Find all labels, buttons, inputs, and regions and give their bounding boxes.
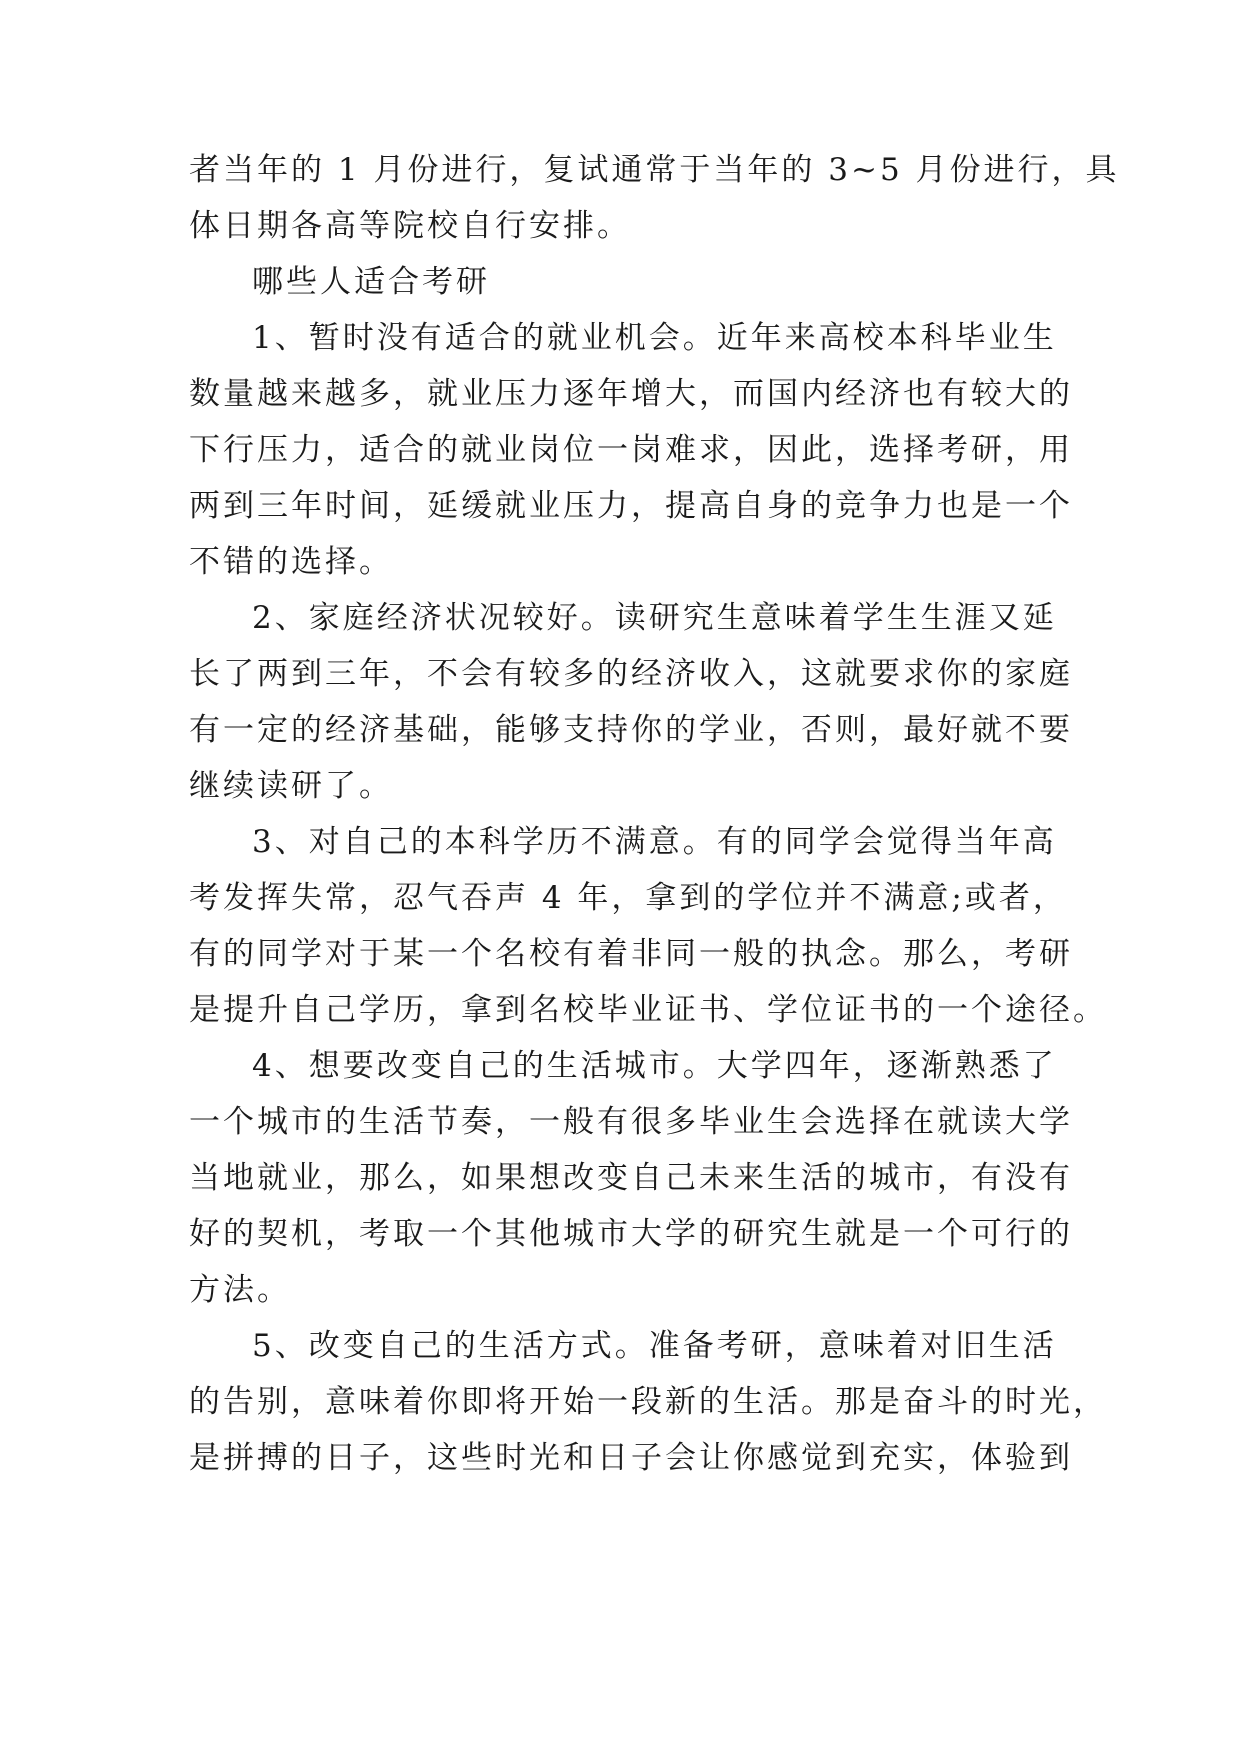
text-line: 体日期各高等院校自行安排。 bbox=[189, 208, 631, 244]
text-line: 下行压力，适合的就业岗位一岗难求，因此，选择考研，用 bbox=[189, 432, 1073, 468]
text-line: 一个城市的生活节奏，一般有很多毕业生会选择在就读大学 bbox=[189, 1104, 1073, 1140]
text-line: 1、暂时没有适合的就业机会。近年来高校本科毕业生 bbox=[252, 320, 1057, 356]
text-line: 是拼搏的日子，这些时光和日子会让你感觉到充实，体验到 bbox=[189, 1440, 1073, 1476]
text-line: 长了两到三年，不会有较多的经济收入，这就要求你的家庭 bbox=[189, 656, 1073, 692]
section-heading: 哪些人适合考研 bbox=[252, 264, 490, 300]
text-line: 有一定的经济基础，能够支持你的学业，否则，最好就不要 bbox=[189, 712, 1073, 748]
text-line: 2、家庭经济状况较好。读研究生意味着学生生涯又延 bbox=[252, 600, 1057, 636]
text-line: 数量越来越多，就业压力逐年增大，而国内经济也有较大的 bbox=[189, 376, 1073, 412]
text-line: 者当年的 1 月份进行，复试通常于当年的 3~5 月份进行，具 bbox=[189, 152, 1120, 188]
text-line: 4、想要改变自己的生活城市。大学四年，逐渐熟悉了 bbox=[252, 1048, 1057, 1084]
text-line: 继续读研了。 bbox=[189, 768, 393, 804]
text-line: 3、对自己的本科学历不满意。有的同学会觉得当年高 bbox=[252, 824, 1057, 860]
text-line: 不错的选择。 bbox=[189, 544, 393, 580]
text-line: 有的同学对于某一个名校有着非同一般的执念。那么，考研 bbox=[189, 936, 1073, 972]
text-line: 好的契机，考取一个其他城市大学的研究生就是一个可行的 bbox=[189, 1216, 1073, 1252]
text-line: 方法。 bbox=[189, 1272, 291, 1308]
text-line: 的告别，意味着你即将开始一段新的生活。那是奋斗的时光， bbox=[189, 1384, 1107, 1420]
text-line: 是提升自己学历，拿到名校毕业证书、学位证书的一个途径。 bbox=[189, 992, 1107, 1028]
text-line: 当地就业，那么，如果想改变自己未来生活的城市，有没有 bbox=[189, 1160, 1073, 1196]
text-line: 两到三年时间，延缓就业压力，提高自身的竞争力也是一个 bbox=[189, 488, 1073, 524]
text-line: 考发挥失常，忍气吞声 4 年，拿到的学位并不满意;或者， bbox=[189, 880, 1067, 916]
text-line: 5、改变自己的生活方式。准备考研，意味着对旧生活 bbox=[252, 1328, 1057, 1364]
